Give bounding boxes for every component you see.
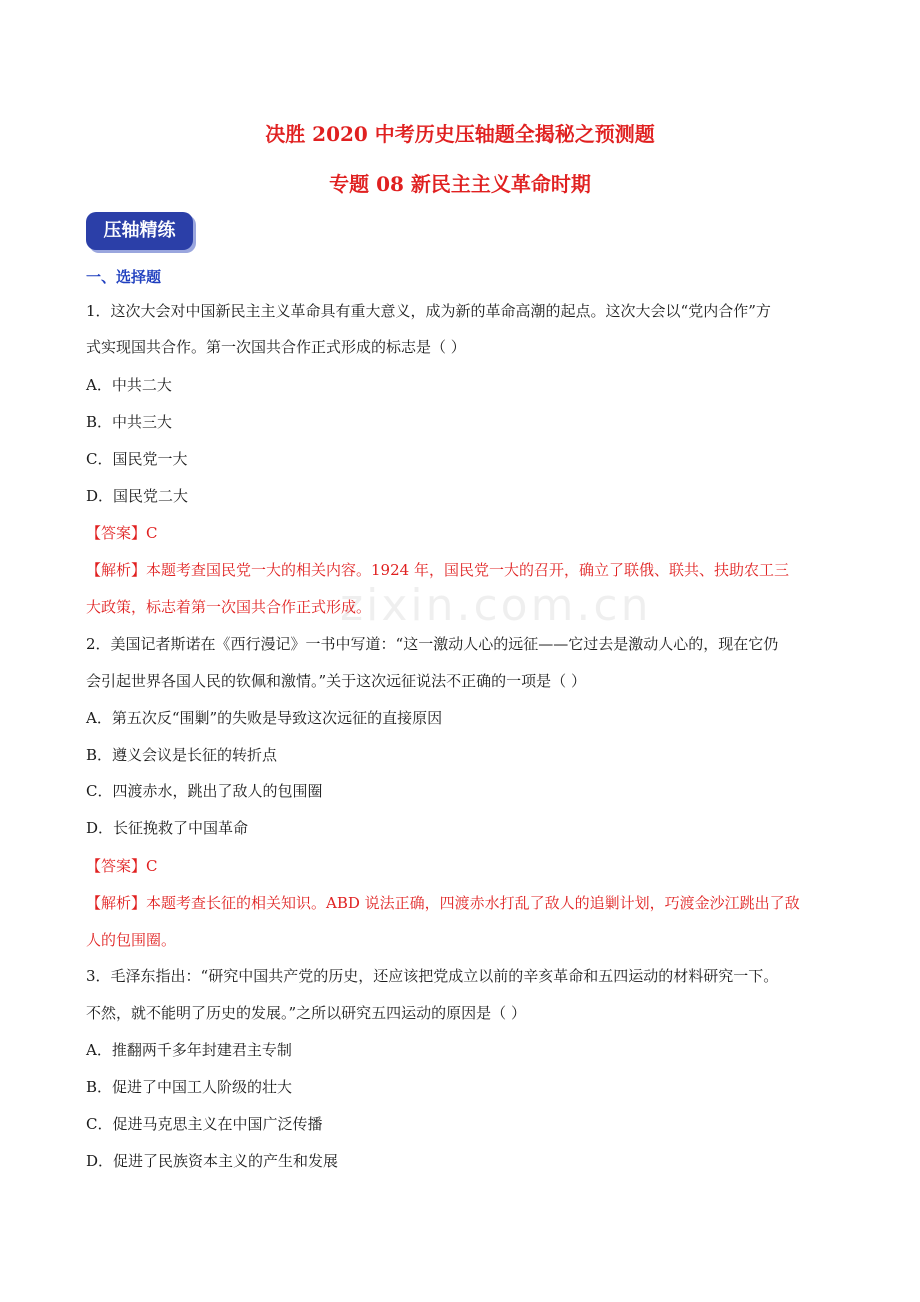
question-2-option-d: D．长征挽救了中国革命 <box>86 819 249 837</box>
question-2-stem-line-1: 2．美国记者斯诺在《西行漫记》一书中写道：“这一激动人心的远征——它过去是激动人心的，现在它仍 <box>86 635 779 653</box>
section-heading: 一、选择题 <box>86 268 162 286</box>
question-3-option-a: A．推翻两千多年封建君主专制 <box>86 1041 292 1059</box>
question-1-option-a: A．中共二大 <box>86 376 172 394</box>
question-1-answer: 【答案】C <box>86 524 158 542</box>
question-2-analysis-line-1: 【解析】本题考查长征的相关知识。ABD 说法正确，四渡赤水打乱了敌人的追剿计划，巧渡金沙江跳出了敌 <box>86 894 800 912</box>
question-3-stem-line-1: 3．毛泽东指出：“研究中国共产党的历史，还应该把党成立以前的辛亥革命和五四运动的材料研究一下。 <box>86 967 779 985</box>
section-badge: 压轴精练 <box>86 212 193 250</box>
question-3-option-b: B．促进了中国工人阶级的壮大 <box>86 1078 293 1096</box>
question-3-stem-line-2: 不然，就不能明了历史的发展。”之所以研究五四运动的原因是（ ） <box>86 1004 526 1022</box>
document-title: 决胜 2020 中考历史压轴题全揭秘之预测题 <box>265 122 655 146</box>
question-2-analysis-line-2: 人的包围圈。 <box>86 931 177 949</box>
question-2-answer: 【答案】C <box>86 857 158 875</box>
question-1-analysis-line-1: 【解析】本题考查国民党一大的相关内容。1924 年，国民党一大的召开，确立了联俄、联共、扶助农工三 <box>86 561 789 579</box>
question-2-option-a: A．第五次反“围剿”的失败是导致这次远征的直接原因 <box>86 709 443 727</box>
question-1-stem-line-1: 1．这次大会对中国新民主主义革命具有重大意义，成为新的革命高潮的起点。这次大会以“党内合作”方 <box>86 302 771 320</box>
question-2-option-c: C．四渡赤水，跳出了敌人的包围圈 <box>86 782 323 800</box>
question-1-option-d: D．国民党二大 <box>86 487 189 505</box>
question-2-option-b: B．遵义会议是长征的转折点 <box>86 746 278 764</box>
question-3-option-d: D．促进了民族资本主义的产生和发展 <box>86 1152 339 1170</box>
question-2-stem-line-2: 会引起世界各国人民的钦佩和激情。”关于这次远征说法不正确的一项是（ ） <box>86 672 586 690</box>
watermark: zixin.com.cn <box>340 580 652 631</box>
document-subtitle: 专题 08 新民主主义革命时期 <box>329 172 591 196</box>
question-1-option-b: B．中共三大 <box>86 413 173 431</box>
question-1-analysis-line-2: 大政策，标志着第一次国共合作正式形成。 <box>86 598 372 616</box>
question-3-option-c: C．促进马克思主义在中国广泛传播 <box>86 1115 323 1133</box>
question-1-option-c: C．国民党一大 <box>86 450 188 468</box>
question-1-stem-line-2: 式实现国共合作。第一次国共合作正式形成的标志是（ ） <box>86 338 466 356</box>
